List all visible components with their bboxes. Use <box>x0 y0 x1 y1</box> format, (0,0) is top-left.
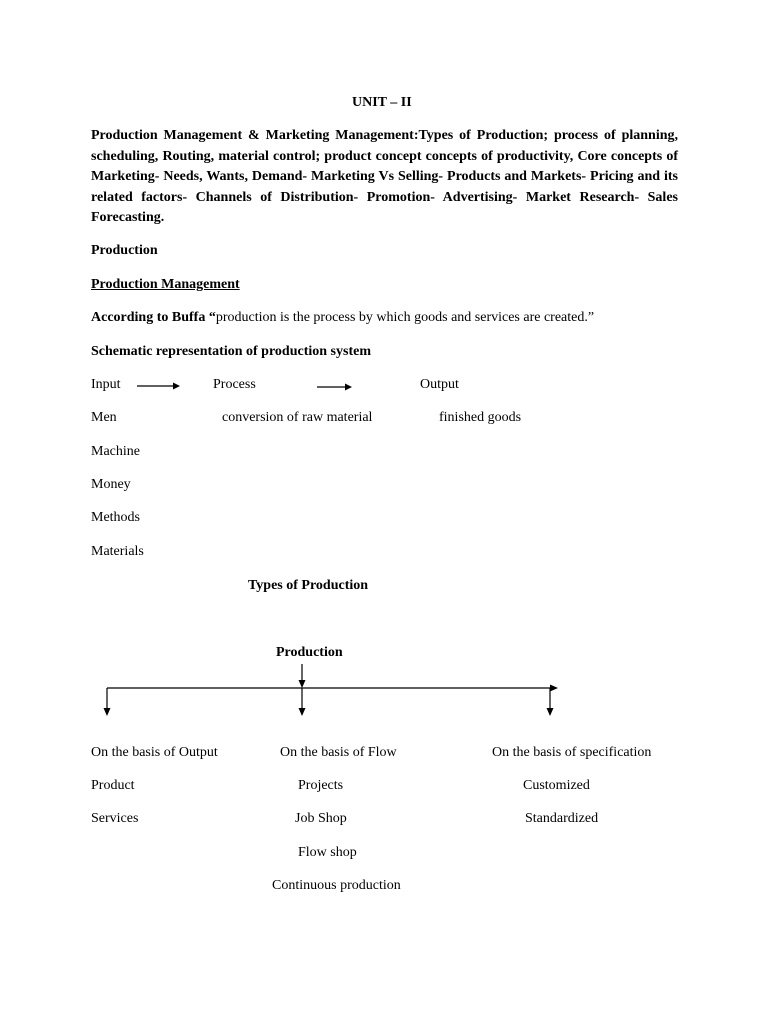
schematic-input-item: Machine <box>91 444 140 459</box>
branch-flow-item: Continuous production <box>272 878 401 893</box>
schematic-input-men: Men <box>91 410 117 425</box>
schematic-process-label: Process <box>213 377 256 392</box>
heading-production-management: Production Management <box>91 277 240 292</box>
schematic-output-label: Output <box>420 377 459 392</box>
definition-text: production is the process by which goods and services are created.” <box>215 310 595 325</box>
types-of-production-heading: Types of Production <box>248 578 369 593</box>
branch-flow-item: Projects <box>298 778 344 793</box>
branch-output-title: On the basis of Output <box>91 745 218 760</box>
definition-open-quote: “ <box>205 310 216 325</box>
branch-specification-title: On the basis of specification <box>492 745 652 760</box>
branch-flow-item: Flow shop <box>298 845 357 860</box>
schematic-process-conversion: conversion of raw material <box>222 410 373 425</box>
production-tree-root: Production <box>276 645 343 660</box>
schematic-input-item: Money <box>91 477 131 492</box>
branch-specification-item: Customized <box>523 778 590 793</box>
heading-production: Production <box>91 243 158 258</box>
schematic-input-item: Materials <box>91 544 144 559</box>
definition-label: According to Buffa <box>91 310 206 325</box>
branch-output-item: Services <box>91 811 139 826</box>
unit-title: UNIT – II <box>352 95 412 110</box>
branch-flow-title: On the basis of Flow <box>280 745 397 760</box>
schematic-input-item: Methods <box>91 510 140 525</box>
branch-flow-item: Job Shop <box>295 811 347 826</box>
schematic-heading: Schematic representation of production system <box>91 344 371 359</box>
unit-syllabus-intro: Production Management & Marketing Management:Types of Production; process of planning, scheduling, Routing, material control; product concept concepts of productivity, Core concepts of Marketing- Needs, Wants, Demand- Marketing Vs Selling- Products and Markets- Pricing and its related factors- Channels of Distribution- Promotion- Advertising- Market Research- Sales Forecasting. <box>91 128 678 225</box>
schematic-input-label: Input <box>91 377 121 392</box>
branch-output-item: Product <box>91 778 135 793</box>
schematic-output-finished-goods: finished goods <box>439 410 522 425</box>
branch-specification-item: Standardized <box>525 811 599 826</box>
